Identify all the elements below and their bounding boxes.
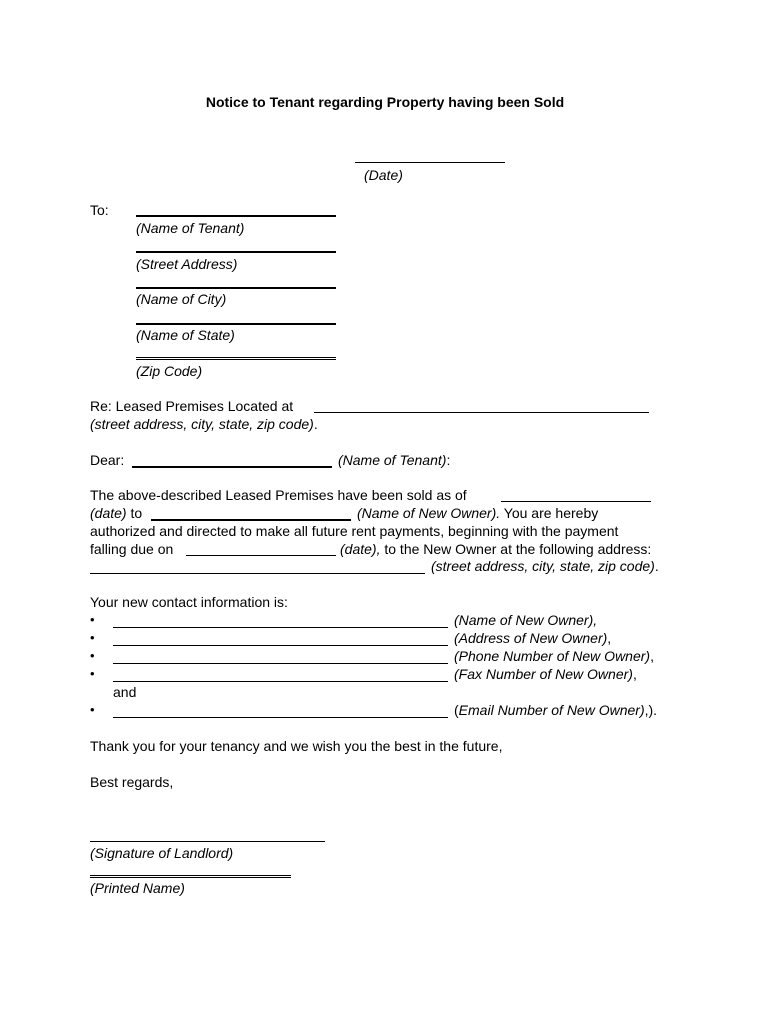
new-owner-name-blank <box>113 627 448 628</box>
re-label: Re: Leased Premises Located at <box>90 398 294 414</box>
printed-name-blank <box>90 875 291 878</box>
bullet-icon: • <box>90 702 95 717</box>
new-owner-fax-label: (Fax Number of New Owner) <box>454 666 633 682</box>
state-label: (Name of State) <box>136 327 235 343</box>
due-date-blank <box>186 555 336 556</box>
bullet-icon: • <box>90 630 95 645</box>
contact-item <box>454 647 654 665</box>
re-sub-line <box>90 415 318 433</box>
falling-due-text: falling due on <box>90 541 174 557</box>
owner-address-label: (street address, city, state, zip code) <box>431 558 655 574</box>
contact-suffix: , <box>607 630 612 646</box>
state-blank <box>136 323 336 325</box>
dear-tenant-blank <box>132 466 332 468</box>
dear-tenant-label: (Name of Tenant) <box>338 452 447 468</box>
owner-address-period: . <box>654 558 659 574</box>
document-title: Notice to Tenant regarding Property having been Sold <box>205 94 565 110</box>
new-owner-email-blank <box>113 717 448 718</box>
contact-suffix: , <box>632 666 637 682</box>
date-blank <box>355 162 505 163</box>
paragraph-line-1: The above-described Leased Premises have been sold as of <box>90 487 467 503</box>
to-word: to <box>130 505 143 521</box>
sale-date-blank <box>501 501 651 502</box>
paragraph-line-2a <box>90 504 142 522</box>
new-owner-email-label: Email Number of New Owner) <box>458 702 645 718</box>
re-line <box>90 397 293 415</box>
to-owner-text: to the New Owner at the following address: <box>384 541 652 557</box>
contact-intro: Your new contact information is: <box>90 594 288 610</box>
street-address-blank <box>136 251 336 253</box>
tenant-name-label: (Name of Tenant) <box>136 220 245 236</box>
to-label: To: <box>90 202 109 218</box>
owner-address-blank <box>90 573 425 574</box>
thanks-text: Thank you for your tenancy and we wish you the best in the future, <box>90 738 503 754</box>
city-label: (Name of City) <box>136 291 227 307</box>
owner-address <box>431 557 659 575</box>
bullet-icon: • <box>90 666 95 681</box>
paragraph-line-4b <box>340 540 651 558</box>
bullet-icon: • <box>90 648 95 663</box>
due-date-label: (date), <box>340 541 381 557</box>
zip-label: (Zip Code) <box>136 363 203 379</box>
signature-label: (Signature of Landlord) <box>90 845 234 861</box>
re-sub-label: (street address, city, state, zip code) <box>90 416 314 432</box>
signature-blank <box>90 841 325 842</box>
paragraph-line-2b <box>357 504 598 522</box>
printed-name-label: (Printed Name) <box>90 880 185 896</box>
paragraph-line-3: authorized and directed to make all future rent payments, beginning with the payment <box>90 523 619 539</box>
new-owner-phone-label: (Phone Number of New Owner) <box>454 648 651 664</box>
contact-item <box>454 611 597 629</box>
street-address-label: (Street Address) <box>136 256 238 272</box>
zip-blank <box>136 357 336 360</box>
new-owner-fax-blank <box>113 681 448 682</box>
sale-date-label: (date) <box>90 505 127 521</box>
dear-label: Dear: <box>90 452 125 468</box>
bullet-icon: • <box>90 612 95 627</box>
date-label: (Date) <box>364 167 403 183</box>
new-owner-label: (Name of New Owner). <box>357 505 501 521</box>
dear-tenant <box>338 451 450 469</box>
contact-item <box>454 665 637 683</box>
re-period: . <box>313 416 318 432</box>
new-owner-address-label: (Address of New Owner) <box>454 630 608 646</box>
contact-paren: ( <box>454 702 459 718</box>
tenant-name-blank <box>136 215 336 217</box>
regards-text: Best regards, <box>90 774 174 790</box>
city-blank <box>136 287 336 289</box>
hereby-text: You are hereby <box>503 505 599 521</box>
contact-suffix: , <box>650 648 654 664</box>
contact-suffix: ,). <box>644 702 658 718</box>
new-owner-address-blank <box>113 645 448 646</box>
contact-item <box>454 629 611 647</box>
dear-colon: : <box>446 452 451 468</box>
contact-item <box>454 701 657 719</box>
new-owner-phone-blank <box>113 663 448 664</box>
new-owner-blank <box>151 519 351 521</box>
premises-address-blank <box>314 412 649 413</box>
and-text: and <box>113 684 137 700</box>
new-owner-name-label: (Name of New Owner), <box>454 612 598 628</box>
